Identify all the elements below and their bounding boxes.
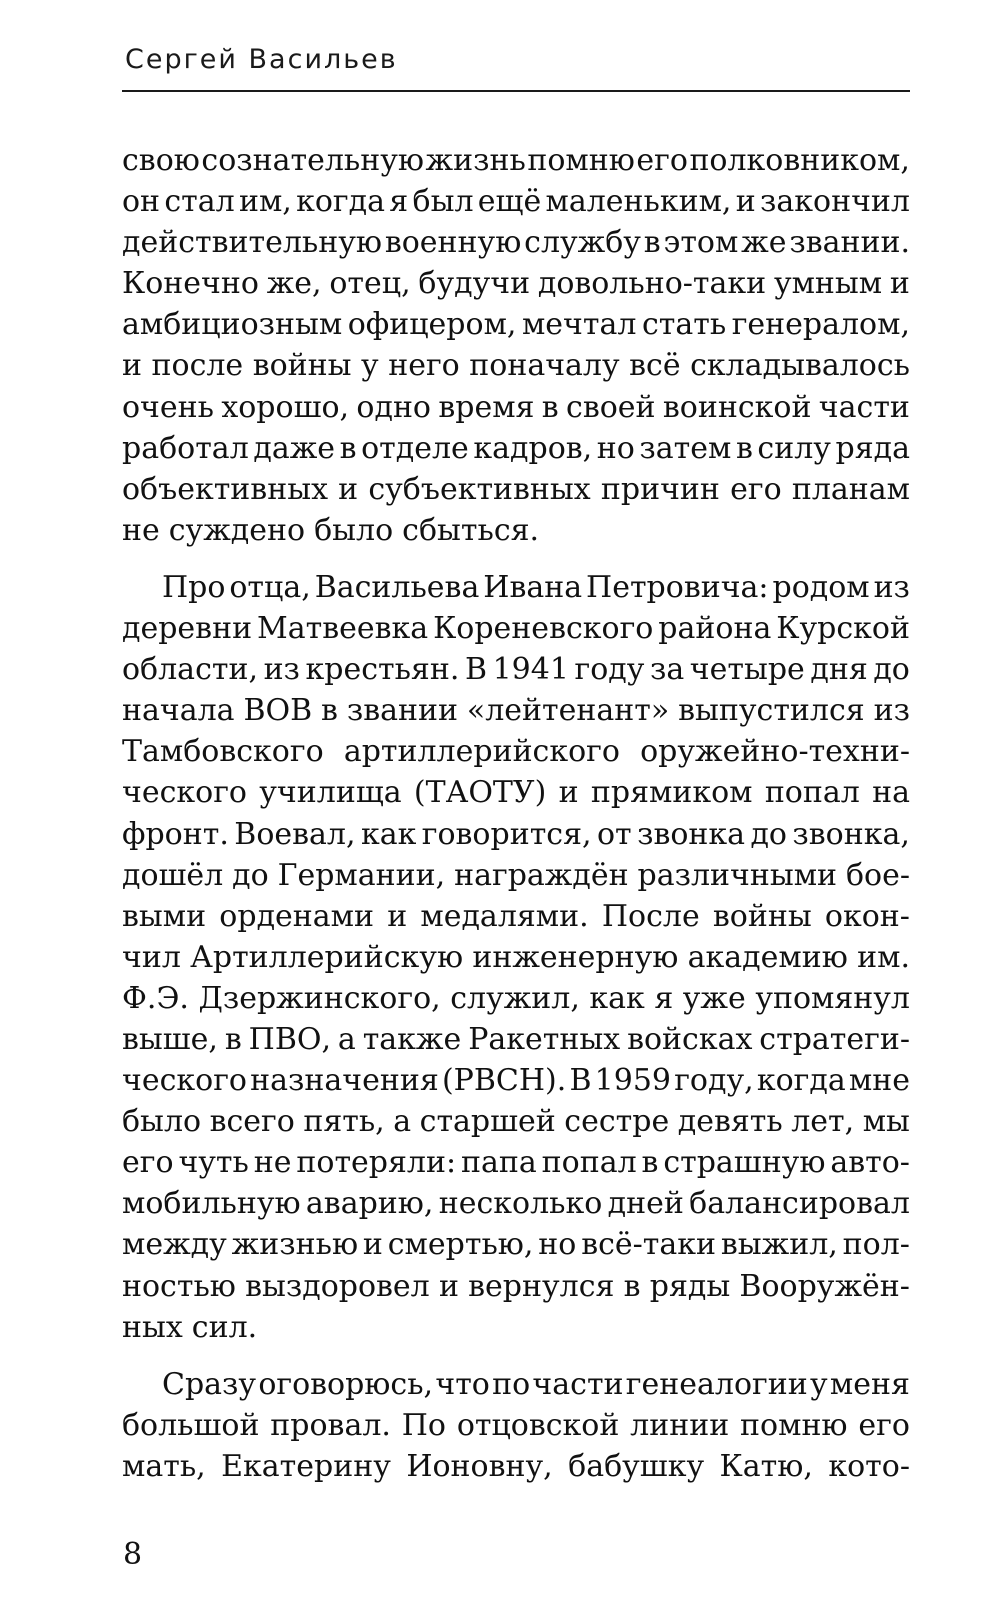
text-line: выше, в ПВО, а также Ракетных войсках стратеги- <box>122 1021 910 1057</box>
text-line: очень хорошо, одно время в своей воинской части <box>122 389 910 425</box>
text-line: работал даже в отделе кадров, но затем в силу ряда <box>122 430 910 466</box>
page-number: 8 <box>123 1537 143 1572</box>
text-line: ческого назначения (РВСН). В 1959 году, когда мне <box>122 1063 910 1099</box>
text-line: его чуть не потеряли: папа попал в страшную авто- <box>122 1145 910 1181</box>
text-line: Конечно же, отец, будучи довольно-таки умным и <box>122 266 910 302</box>
text-line: и после войны у него поначалу всё складывалось <box>122 348 910 384</box>
text-line: действительную военную службу в этом же звании. <box>122 225 910 261</box>
text-line: Сразу оговорюсь, что по части генеалогии у меня <box>162 1366 910 1402</box>
text-line: Ф.Э. Дзержинского, служил, как я уже упомянул <box>122 980 910 1016</box>
text-line: большой провал. По отцовской линии помню его <box>122 1407 910 1443</box>
text-line: Про отца, Васильева Ивана Петровича: родом из <box>162 569 910 605</box>
paragraph <box>122 1364 910 1487</box>
paragraph-gap <box>122 1348 910 1364</box>
text-line: между жизнью и смертью, но всё-таки выжил, пол- <box>122 1227 910 1263</box>
text-line: деревни Матвеевка Кореневского района Курской <box>122 611 910 647</box>
text-line: ных сил. <box>122 1309 258 1345</box>
text-line: свою сознательную жизнь помню его полковником, <box>122 143 910 178</box>
text-line: было всего пять, а старшей сестре девять лет, мы <box>122 1104 910 1140</box>
running-head: Сергей Васильев <box>125 44 398 75</box>
text-line: мать, Екатерину Ионовну, бабушку Катю, кото- <box>122 1448 910 1484</box>
text-line: амбициозным офицером, мечтал стать генералом, <box>122 307 910 343</box>
paragraph <box>122 140 910 551</box>
text-line: мобильную аварию, несколько дней балансировал <box>122 1186 910 1222</box>
paragraph <box>122 567 910 1348</box>
text-line: фронт. Воевал, как говорится, от звонка до звонка, <box>122 816 910 852</box>
text-line: он стал им, когда я был ещё маленьким, и закончил <box>122 184 910 220</box>
body-text <box>122 140 910 1487</box>
text-line: Тамбовского артиллерийского оружейно-техни- <box>122 734 910 770</box>
text-line: не суждено было сбыться. <box>122 512 540 548</box>
header-rule <box>122 90 910 92</box>
text-line: ностью выздоровел и вернулся в ряды Вооружён- <box>122 1268 910 1304</box>
text-line: ческого училища (ТАОТУ) и прямиком попал на <box>122 775 910 811</box>
text-line: чил Артиллерийскую инженерную академию им. <box>122 939 910 975</box>
text-line: выми орденами и медалями. После войны окон- <box>122 898 910 934</box>
text-line: объективных и субъективных причин его планам <box>122 471 910 507</box>
text-line: дошёл до Германии, награждён различными бое- <box>122 857 910 893</box>
paragraph-gap <box>122 551 910 567</box>
text-line: начала ВОВ в звании «лейтенант» выпустился из <box>122 693 910 729</box>
text-line: области, из крестьян. В 1941 году за четыре дня до <box>122 652 910 688</box>
